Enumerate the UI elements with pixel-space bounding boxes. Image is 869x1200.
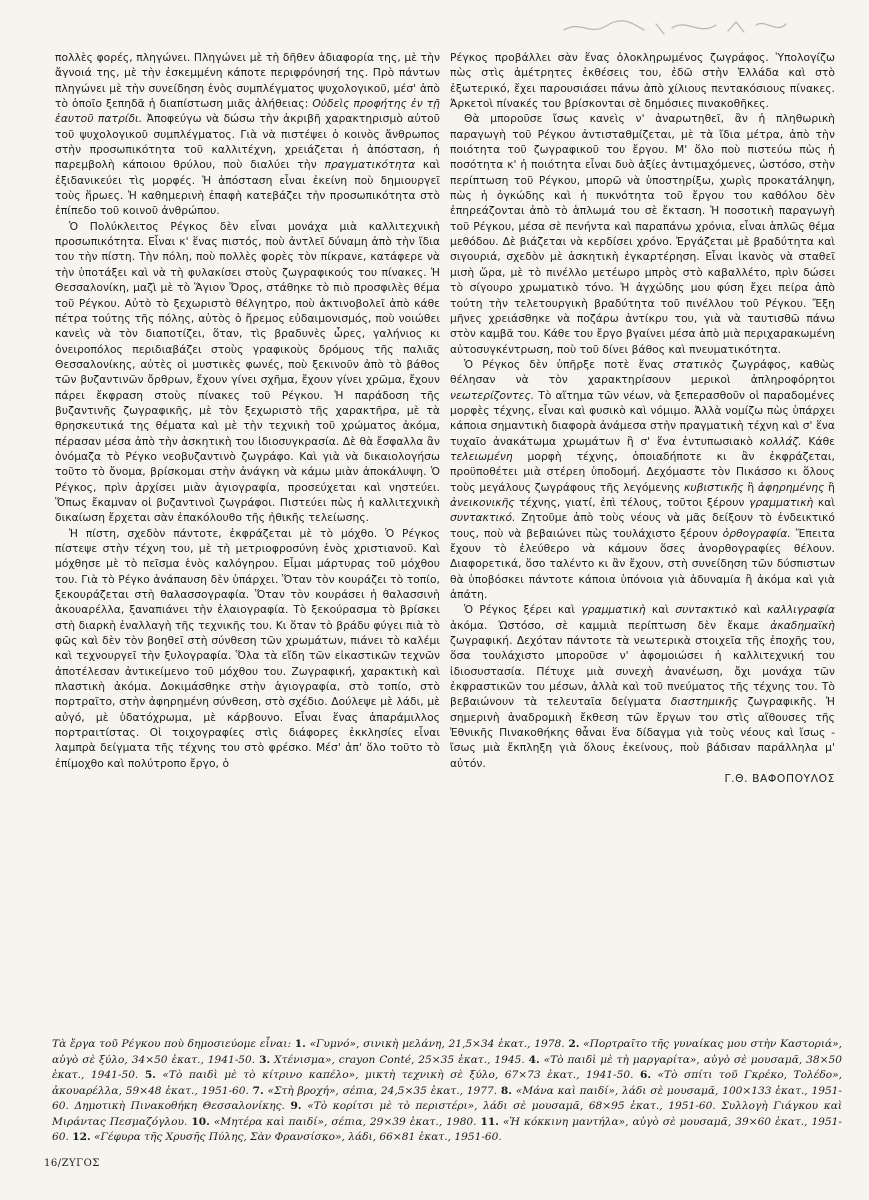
page-folio: 16/ΖΥΓΟΣ [44,1158,100,1169]
caption-item-text: «Μητέρα καὶ παιδί», σέπια, 29×39 ἑκατ., 1980. [209,1115,481,1128]
article-body [55,50,835,985]
caption-item-text: «Τὸ σπίτι τοῦ Γκρέκο, Τολέδο», ἀκουαρέλλα, 59×48 ἑκατ., 1951-60. [52,1069,842,1097]
caption-item-text: «Ἡ κόκκινη μαντήλα», αὐγὸ σὲ μουσαμᾶ, 39×60 ἑκατ., 1951-60. [52,1115,842,1143]
paragraph: Ὁ Ρέγκος δὲν ὑπῆρξε ποτὲ ἕνας στατικὸς ζωγράφος, καθὼς θέλησαν νὰ τὸν χαρακτηρίσουν μερικοὶ ἀπληροφόρητοι νεωτερίζοντες. Τὸ αἴτημα τῶν νέων, νὰ ξεπερασθοῦν οἱ παραδομένες μορφὲς τέχνης, εἶναι καὶ φυσικὸ καὶ νόμιμο. Ἀλλὰ νομίζω πὼς ὑπάρχει κάποια σημαντικὴ διαφορὰ ἀνάμεσα στὴν πραγματικὴ τέχνη καὶ σ' ἕνα τυχαῖο ἀνακάτωμα χρωμάτων ἢ σ' ἕνα ἐντυπωσιακὸ κολλάζ. Κάθε τελειωμένη μορφὴ τέχνης, ὁποιαδήποτε κι ἂν ἐκφράζεται, προϋποθέτει μιὰ στέρεη ὑποδομή. Δεχόμαστε τὸν Πικάσσο κι ὅλους τοὺς μεγάλους ζωγράφους τῆς λεγόμενης κυβιστικῆς ἢ ἀφηρημένης ἢ ἀνεικονικῆς τέχνης, γιατί, ἐπὶ τέλους, τοῦτοι ξέρουν γραμματικὴ καὶ συντακτικό. Ζητοῦμε ἀπὸ τοὺς νέους νὰ μᾶς δείξουν τὸ ἐνδεικτικό τους, ποὺ νὰ βεβαιώνει πὼς τουλάχιστο ξέρουν ὀρθογραφία. Ἔπειτα ἔχουν τὸ ἐλεύθερο νὰ κάμουν ὅσες ἀνορθογραφίες θέλουν. Διαφορετικά, ὅσο ταλέντο κι ἂν ἔχουν, στὴ συνείδηση τῶν δύσπιστων θὰ ὑποβόσκει πάντοτε κάποια ὑπόνοια γιὰ ἀδυναμία ἢ ἀκόμα καὶ γιὰ ἀπάτη. [450,357,835,602]
paragraph: Ὁ Ρέγκος ξέρει καὶ γραμματικὴ καὶ συντακτικὸ καὶ καλλιγραφία ἀκόμα. Ὡστόσο, σὲ καμμιὰ περίπτωση δὲν ἔκαμε ἀκαδημαϊκὴ ζωγραφική. Δεχόταν πάντοτε τὰ νεωτερικὰ στοιχεῖα τῆς ἐποχῆς του, ὅσα τουλάχιστο μποροῦσε ν' ἀφομοιώσει ἡ καλλιτεχνική του ἰδιοσυστασία. Πέτυχε μιὰ συνεχὴ ἀνανέωση, ὄχι μονάχα τῶν ἐκφραστικῶν του μέσων, ἀλλὰ καὶ τοῦ πνεύματος τῆς τέχνης του. Τὸ βεβαιώνουν τὰ τελευταῖα δείγματα διαστημικῆς ζωγραφικῆς. Ἡ σημερινὴ ἀναδρομικὴ ἔκθεση τῶν ἔργων του στὶς αἴθουσες τῆς Ἐθνικῆς Πινακοθήκης θἆναι ἕνα δίδαγμα γιὰ τοὺς νέους καὶ ἴσως - ἴσως μιὰ ἔκπληξη γιὰ ὅλους ἐκείνους, ποὺ βάδισαν παράλληλα μ' αὐτόν. [450,603,835,770]
author-signature: Γ.Θ. ΒΑΦΟΠΟΥΛΟΣ [724,772,835,786]
caption-item-text: «Γυμνό», σινικὴ μελάνη, 21,5×34 ἑκατ., 1978. [305,1038,569,1050]
handwritten-pencil-note [560,16,790,38]
paragraph: πολλὲς φορές, πληγώνει. Πληγώνει μὲ τὴ δῆθεν ἀδιαφορία της, μὲ τὴν ἄγνοιά της, μὲ τὴν ἐσκεμμένη κάποτε περιφρόνησή της. Πρὸ πάντων πληγώνει μὲ τὴν συνείδηση ἑνὸς συμπλέγματος ψυχολογικοῦ, μέσ' ἀπὸ τὸ ὁποῖο ξεπηδᾶ ἡ διαπίστωση μιᾶς ἀλήθειας: Οὐδεὶς προφήτης ἐν τῇ ἑαυτοῦ πατρίδι. Ἀποφεύγω νὰ δώσω τὴν ἀκριβῆ χαρακτηρισμὸ αὐτοῦ τοῦ ψυχολογικοῦ συμπλέγματος. Γιὰ νὰ πιστέψει ὁ κοινὸς ἄνθρωπος στὴν προσωπικότητα τοῦ καλλιτέχνη, χρειάζεται ἡ ἀπόσταση, ἡ παρεμβολὴ κάποιου θρύλου, ποὺ διαλύει τὴν πραγματικότητα καὶ ἐξιδανικεύει τὶς μορφές. Ἡ ἀπόσταση εἶναι ἐκείνη ποὺ δημιουργεῖ τοὺς ἥρωες. Ἡ καθημερινὴ ἐπαφὴ κατεβάζει τὴν προσωπικότητα στὸ ἐπίπεδο τοῦ κοινοῦ ἀνθρώπου. [55,51,441,218]
caption-intro: Τὰ ἔργα τοῦ Ρέγκου ποὺ δημοσιεύομε εἶναι: [52,1038,295,1050]
caption-item-text: «Πορτραῖτο τῆς γυναίκας μου στὴν Καστοριά», αὐγὸ σὲ ξύλο, 34×50 ἑκατ., 1941-50. [52,1038,842,1066]
caption-item-text: «Γέφυρα τῆς Χρυσῆς Πύλης, Σὰν Φρανσίσκο», λάδι, 66×81 ἑκατ., 1951-60. [90,1131,502,1143]
caption-item-number: 9. [290,1100,302,1112]
paragraph: Ἡ πίστη, σχεδὸν πάντοτε, ἐκφράζεται μὲ τὸ μόχθο. Ὁ Ρέγκος πίστεψε στὴν τέχνη του, μὲ τὴ μετριοφροσύνη ἑνὸς χριστιανοῦ. Καὶ μόχθησε μὲ τὸ πεῖσμα ἑνὸς καλόγηρου. Εἶμαι μάρτυρας τοῦ μόχθου του. Γιὰ τὸ Ρέγκο ἀνάπαυση δὲν ὑπάρχει. Ὅταν τὸν κουράζει τὸ τοπίο, ξεκουράζεται στὴ θαλασσογραφία. Ὅταν τὸν κουράσει ἡ θαλασσινὴ ἀκουαρέλλα, ξαναπιάνει τὴν ἐλαιογραφία. Τὸ ξεκούρασμα τὸ βρίσκει στὴ διαρκὴ ἐναλλαγὴ τῆς τεχνικῆς του. Κι ὅταν τὸ βράδυ φύγει πιὰ τὸ φῶς καὶ δὲν τὸν βοηθεῖ στὴ σύνθεση τῶν χρωμάτων, πιάνει τὸ καλέμι καὶ τεχνουργεῖ τὴν ξυλογραφία. Ὅλα τὰ εἴδη τῶν εἰκαστικῶν τεχνῶν ἀποτέλεσαν ἀντικείμενο τοῦ μόχθου του. Ζωγραφική, χαρακτικὴ καὶ πλαστικὴ ἀκόμα. Δοκιμάσθηκε στὴν ἁγιογραφία, στὸ τοπίο, στὸ πορτραῖτο, στὴν ἀφηρημένη σύνθεση, στὸ σχέδιο. Δούλεψε μὲ λάδι, μὲ αὐγό, μὲ ὑδατόχρωμα, μὲ κάρβουνο. Εἶναι ἕνας ἀπαράμιλλος πορτραιτίστας. Οἱ τοιχογραφίες στὶς διάφορες ἐκκλησίες εἶναι λαμπρὰ δείγματα τῆς τέχνης του στὸ φρέσκο. Μέσ' ἀπ' ὅλο τοῦτο τὸ ἐπίμοχθο καὶ πολύτροπο ἔργο, ὁ [55,526,440,770]
caption-item-number: 10. [191,1115,210,1128]
caption-item-number: 12. [72,1131,91,1143]
right-column [450,50,835,985]
caption-item-text: «Τὸ κορίτσι μὲ τὸ περιστέρι», λάδι σὲ μουσαμᾶ, 68×95 ἑκατ., 1951-60. Συλλογὴ Γιάγκου καὶ Μιράντας Πεσμαζόγλου. [52,1100,842,1128]
artwork-caption [52,1037,842,1146]
caption-item-number: 1. [294,1038,306,1050]
paragraph: Ὁ Πολύκλειτος Ρέγκος δὲν εἶναι μονάχα μιὰ καλλιτεχνικὴ προσωπικότητα. Εἶναι κ' ἕνας πιστός, ποὺ ἀντλεῖ δύναμη ἀπὸ τὴν ἴδια του τὴν πίστη. Τὴν πόλη, ποὺ πολλὲς φορὲς τὸν πίκρανε, κατάφερε νὰ τὴν ὑποτάξει καὶ νὰ τὴ φυλακίσει στοὺς ζωγραφικούς του πίνακες. Ἡ Θεσσαλονίκη, μαζὶ μὲ τὸ Ἅγιον Ὄρος, στάθηκε τὸ πιὸ προσφιλὲς θέμα τοῦ Ρέγκου. Αὐτὸ τὸ ξεχωριστὸ θέλγητρο, ποὺ ἀκτινοβολεῖ ἀπὸ κάθε πέτρα τούτης τῆς πόλης, αὐτὸς ὁ ἤρεμος εὐδαιμονισμός, ποὺ νοιώθει κανεὶς νὰ τὸν διαποτίζει, ὅταν, τὶς βραδυνὲς ὧρες, γαλήνιος κι ὀνειροπόλος περιδιαβάζει στοὺς γραφικοὺς δρόμους τῆς παλιᾶς Θεσσαλονίκης, αὐτὲς οἱ μυστικὲς φωνές, ποὺ ξεκινοῦν ἀπὸ τὸ βάθος τῶν βυζαντινῶν ὄρθρων, ἔχουν γίνει σχῆμα, ἔχουν γίνει χρῶμα, ἔχουν πάρει ἔκφραση στοὺς πίνακες τοῦ Ρέγκου. Ἡ παράδοση τῆς βυζαντινῆς ζωγραφικῆς, μὲ τὸν ξεχωριστὸ τῆς χαρακτῆρα, μὲ τὰ θρησκευτικά της θέματα καὶ μὲ τὴν τεχνικὴ τοῦ χρώματος ἀκόμα, πέρασαν μέσα ἀπὸ τὴν ἀσκητικὴ του ἰδιοσυγκρασία. Δὲ θὰ ἔσφαλλα ἂν ὀνόμαζα τὸ Ρέγκο νεοβυζαντινὸ ζωγράφο. Καὶ γιὰ νὰ δικαιολογήσω τοῦτο τὸ ὄνομα, βρίσκομαι στὴν ἀνάγκη νὰ κάμω μιὰν ἀποκάλυψη. Ὁ Ρέγκος, πρὶν ἀρχίσει μιὰν ἁγιογραφία, προσεύχεται καὶ νηστεύει. Ὅπως ἔκαμναν οἱ βυζαντινοὶ ζωγράφοι. Πιστεύει πὼς ἡ καλλιτεχνικὴ δικαίωση ἔρχεται σὰν ἐπακόλουθο τῆς ἠθικῆς τελείωσης. [55,219,440,525]
caption-item-number: 4. [528,1053,540,1066]
paragraph: Ρέγκος προβάλλει σὰν ἕνας ὁλοκληρωμένος ζωγράφος. Ὑπολογίζω πὼς στὶς ἀμέτρητες ἐκθέσεις του, ἐδῶ στὴν Ἑλλάδα καὶ στὸ ἐξωτερικό, ἔχει παρουσιάσει πάνω ἀπὸ χίλιους πεντακόσιους πίνακες. Ἀρκετοὶ πίνακές του βρίσκονται σὲ δημόσιες πινακοθῆκες. [450,51,835,111]
caption-item-number: 5. [144,1069,156,1081]
caption-item-text: «Στὴ βροχή», σέπια, 24,5×35 ἑκατ., 1977. [263,1084,501,1097]
caption-item-text: «Τὸ παιδὶ μὲ τὸ κίτρινο καπέλο», μικτὴ τεχνικὴ σὲ ξύλο, 67×73 ἑκατ., 1941-50. [155,1069,640,1081]
paragraph: Θὰ μποροῦσε ἴσως κανεὶς ν' ἀναρωτηθεῖ, ἂν ἡ πληθωρικὴ παραγωγὴ τοῦ Ρέγκου ἀντισταθμίζεται, μὲ τὰ ἴδια μέτρα, ἀπὸ τὴν ποιότητα τοῦ ζωγραφικοῦ του ἔργου. Μ' ὅλο ποὺ πιστεύω πὼς ἡ ποσότητα κ' ἡ ποιότητα εἶναι δυὸ ἀξίες ἀντιμαχόμενες, ὡστόσο, στὴν περίπτωση τοῦ Ρέγκου, μπορῶ νὰ ὑποστηρίξω, χωρὶς προκατάληψη, πὼς ἡ ὀγκώδης καὶ ἡ πυκνότητα τοῦ ἔργου του καθόλου δὲν ἐπηρεάζονται ἀπὸ τὸ ἁπλωμά του σὲ ἔκταση. Ἡ ποσοτικὴ παραγωγὴ τοῦ Ρέγκου, μέσα σὲ πενήντα καὶ παραπάνω χρόνια, εἶναι ἁπλῶς θέμα μεθόδου. Δὲ βιάζεται νὰ κερδίσει χρόνο. Ἐργάζεται μὲ βραδύτητα καὶ σιγουριά, σχεδὸν μὲ ἀσκητικὴ ἐγκαρτέρηση. Εἶναι ἱκανὸς νὰ σταθεῖ μισὴ ὥρα, μὲ τὸ πινέλλο μετέωρο μπρὸς στὸ καβαλλέτο, πρὶν δώσει τὸ σίγουρο χρωματικὸ τόνο. Ἡ ἀγχώδης μου φύση ἔχει πείρα ἀπὸ τούτη τὴν τελετουργικὴ βραδύτητα τοῦ πινέλλου τοῦ Ρέγκου. Ἔξη μῆνες χρειάσθηκε νὰ ποζάρω ἀντίκρυ του, γιὰ νὰ ταυτισθῶ πάνω στὸν καμβᾶ του. Κάθε του ἔργο βγαίνει μέσα ἀπὸ μιὰ περιχαρακωμένη αὐτοσυγκέντρωση, ποὺ τοῦ δίνει βάθος καὶ πνευματικότητα. [450,112,835,356]
caption-item-number: 11. [480,1115,499,1128]
caption-item-text: «Τὸ παιδὶ μὲ τὴ μαργαρίτα», αὐγὸ σὲ μουσαμᾶ, 38×50 ἑκατ., 1941-50. [52,1053,843,1081]
left-column [55,50,440,985]
caption-item-text: Χτένισμα», crayon Conté, 25×35 ἑκατ., 1945. [270,1053,529,1066]
caption-item-number: 3. [259,1053,271,1066]
caption-item-number: 8. [500,1084,512,1097]
caption-item-text: «Μάνα καὶ παιδί», λάδι σὲ μουσαμᾶ, 100×133 ἑκατ., 1951-60. Δημοτικὴ Πινακοθήκη Θεσσαλονίκης. [52,1084,842,1112]
caption-item-number: 7. [252,1084,264,1097]
caption-item-number: 6. [639,1069,652,1081]
caption-item-number: 2. [568,1038,580,1050]
